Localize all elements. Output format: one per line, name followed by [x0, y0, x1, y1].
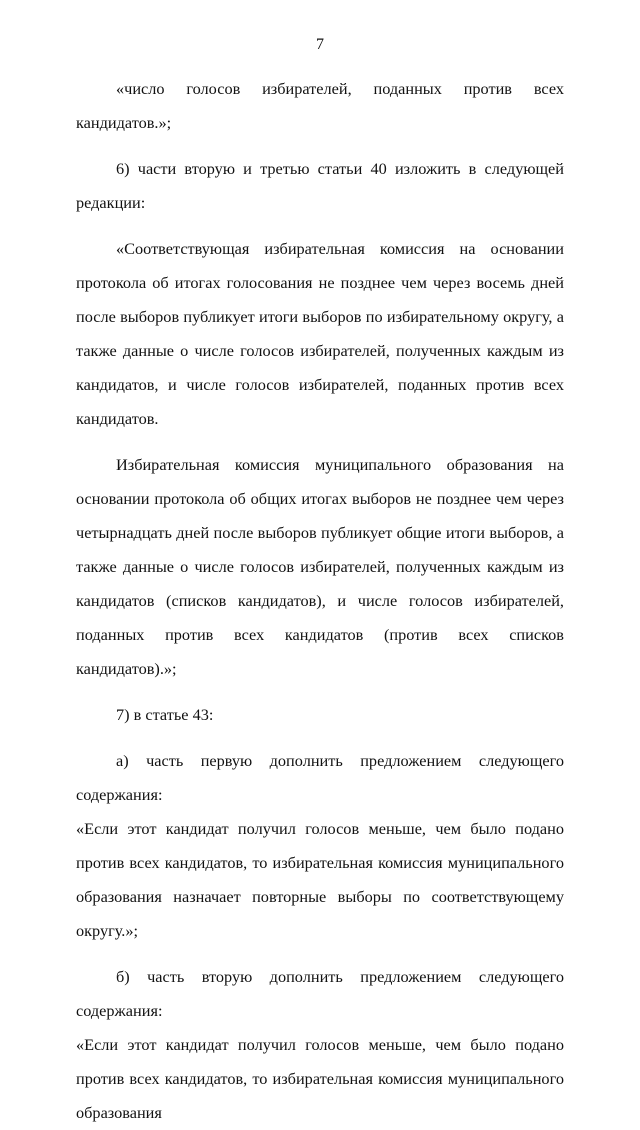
paragraph-item-7a: а) часть первую дополнить предложением следующего содержания: [76, 751, 564, 804]
paragraph-item-6: 6) части вторую и третью статьи 40 изложить в следующей редакции: [76, 159, 564, 212]
document-body [76, 72, 564, 1130]
paragraph-article-40-part-3: Избирательная комиссия муниципального образования на основании протокола об общих итогах выборов не позднее чем через четырнадцать дней после выборов публикует общие итоги выборов, а также данные о числе голосов избирателей, полученных каждым из кандидатов (списков кандидатов), и числе голосов избирателей, поданных против всех кандидатов (против всех списков кандидатов).»; [76, 455, 564, 678]
paragraph-item-7a-text: «Если этот кандидат получил голосов меньше, чем было подано против всех кандидатов, то избирательная комиссия муниципального образования назначает повторные выборы по соответствующему округу.»; [76, 819, 564, 940]
paragraph-quote-end: «число голосов избирателей, поданных против всех кандидатов.»; [76, 79, 564, 132]
paragraph-item-7b-text: «Если этот кандидат получил голосов меньше, чем было подано против всех кандидатов, то избирательная комиссия муниципального образования [76, 1035, 564, 1122]
paragraph-article-40-part-2: «Соответствующая избирательная комиссия на основании протокола об итогах голосования не позднее чем через восемь дней после выборов публикует итоги выборов по избирательному округу, а также данные о числе голосов избирателей, полученных каждым из кандидатов, и числе голосов избирателей, поданных против всех кандидатов. [76, 239, 564, 428]
paragraph-item-7: 7) в статье 43: [116, 705, 214, 724]
paragraph-item-7b: б) часть вторую дополнить предложением следующего содержания: [76, 967, 564, 1020]
page-number: 7 [316, 36, 324, 53]
